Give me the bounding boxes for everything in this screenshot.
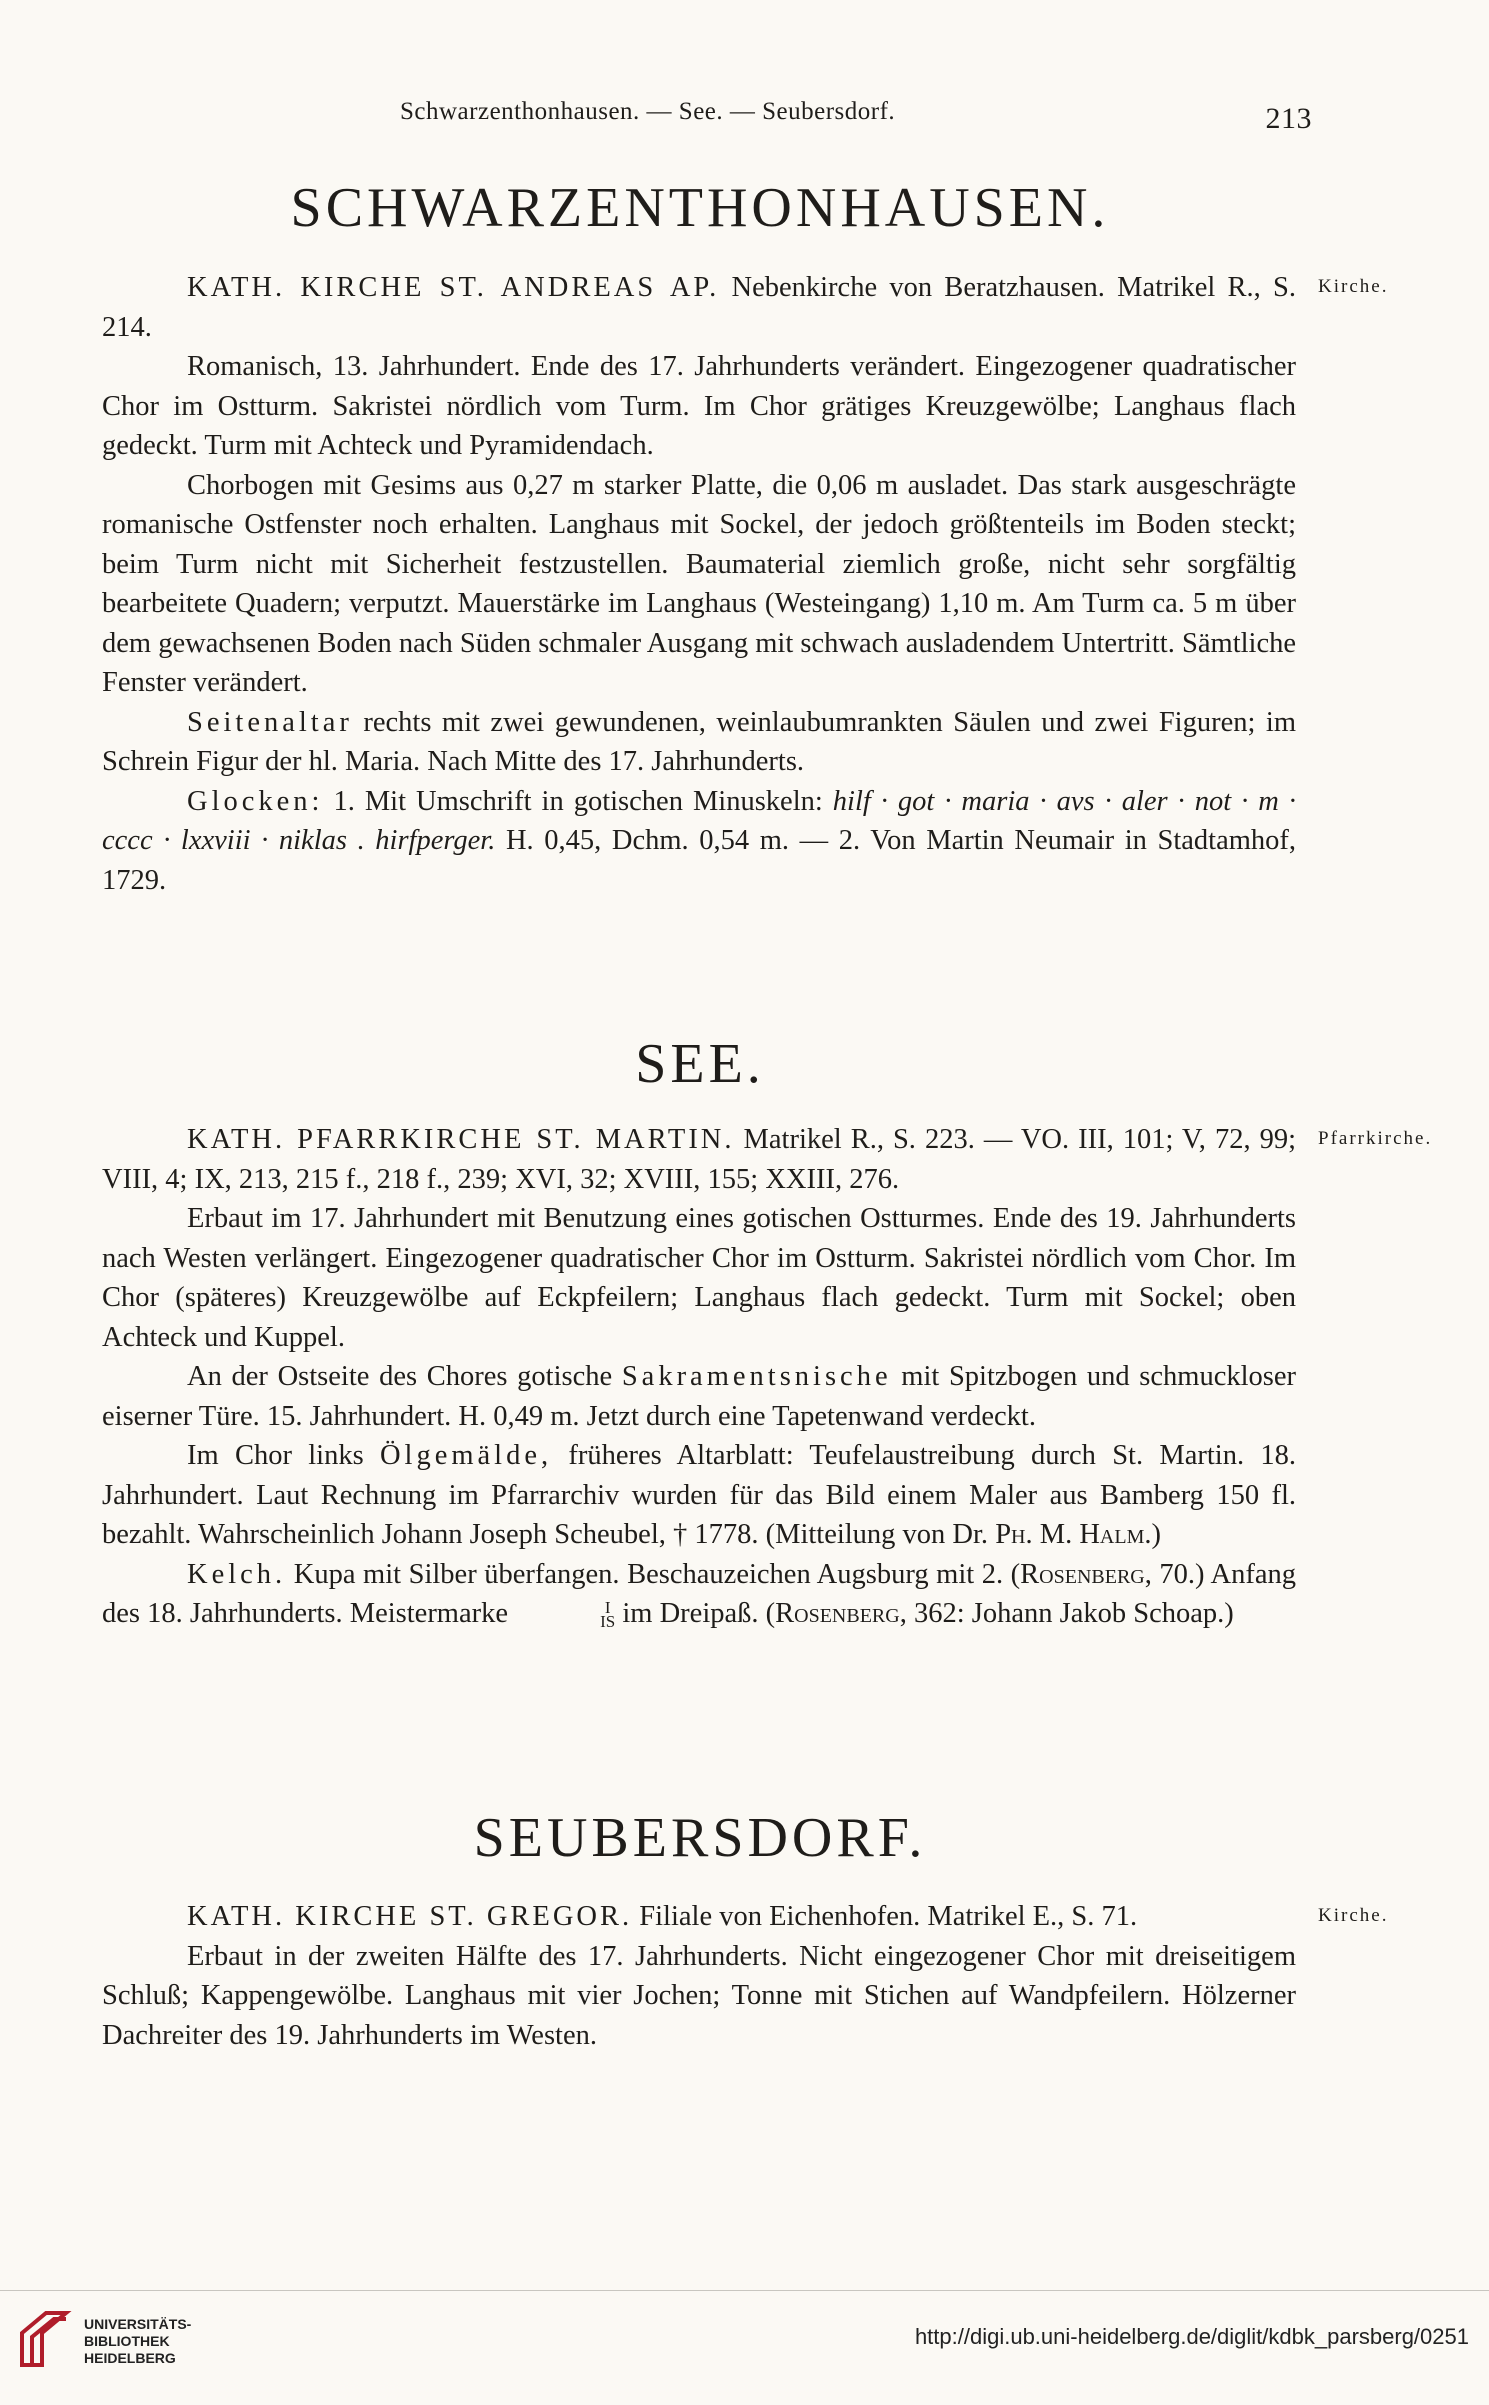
paragraph bbox=[102, 1357, 1296, 1436]
paragraph: Chorbogen mit Gesims aus 0,27 m starker Platte, die 0,06 m ausladet. Das stark ausgeschrägte romanische Ostfenster noch erhalten. Langhaus mit Sockel, der jedoch größtenteils im Boden steckt; beim Turm nicht mit Sicherheit festzustellen. Baumaterial ziemlich große, nicht sehr sorgfältig bearbeitete Quadern; verputzt. Mauerstärke im Langhaus (Westeingang) 1,10 m. Am Turm ca. 5 m über dem gewachsenen Boden nach Süden schmaler Ausgang mit schwach ausladendem Untertritt. Sämtliche Fenster verändert. bbox=[102, 469, 1296, 698]
paragraph: Romanisch, 13. Jahrhundert. Ende des 17. Jahrhunderts verändert. Eingezogener quadratischer Chor im Ostturm. Sakristei nördlich vom Turm. Im Chor grätiges Kreuzgewölbe; Langhaus flach gedeckt. Turm mit Achteck und Pyramidendach. bbox=[102, 351, 1296, 461]
library-line: HEIDELBERG bbox=[84, 2350, 176, 2366]
section-body-schwarzenthonhausen bbox=[102, 268, 1296, 900]
margin-note-kirche: Kirche. bbox=[1318, 1905, 1389, 1926]
paragraph-text: H. 0,45, Dchm. 0,54 m. — 2. Von Martin Neumair in Stadtamhof, 1729. bbox=[102, 825, 1296, 896]
paragraph bbox=[102, 1897, 1296, 1937]
library-name bbox=[84, 2316, 191, 2367]
master-mark bbox=[515, 1598, 616, 1632]
author-name: Ph. M. Halm. bbox=[995, 1519, 1152, 1550]
section-body-see bbox=[102, 1120, 1296, 1634]
paragraph bbox=[102, 1436, 1296, 1555]
church-heading: KATH. KIRCHE ST. GREGOR. bbox=[187, 1901, 633, 1932]
library-logo-icon bbox=[16, 2305, 72, 2371]
paragraph bbox=[102, 1555, 1296, 1634]
library-line: UNIVERSITÄTS- bbox=[84, 2316, 192, 2332]
paragraph-text: Nebenkirche von Beratzhausen. Matrikel R., S. 214. bbox=[102, 272, 1297, 343]
paragraph-text: Im Chor links bbox=[187, 1440, 380, 1471]
paragraph-text: Matrikel R., S. 223. — VO. III, 101; V, 72, 99; VIII, 4; IX, 213, 215 f., 218 f., 239; XVI, 32; XVIII, 155; XXIII, 276. bbox=[102, 1124, 1296, 1195]
source-url-link[interactable]: http://digi.ub.uni-heidelberg.de/diglit/kdbk_parsberg/0251 bbox=[914, 2324, 1469, 2349]
paragraph-text: Filiale von Eichenhofen. Matrikel E., S. 71. bbox=[632, 1901, 1138, 1932]
paragraph-text: 362: Johann Jakob Schoap.) bbox=[906, 1598, 1234, 1629]
author-name: Rosenberg, bbox=[1020, 1558, 1152, 1590]
section-body-seubersdorf bbox=[102, 1897, 1296, 2055]
bell-inscription: hilf · got · maria · avs · aler · not · m · cccc · lxxviii · niklas . hirfperger. bbox=[102, 785, 1296, 856]
paragraph: Erbaut im 17. Jahrhundert mit Benutzung eines gotischen Ostturmes. Ende des 19. Jahrhunderts nach Westen verlängert. Eingezogener quadratischer Chor im Ostturm. Sakristei nördlich vom Chor. Im Chor (späteres) Kreuzgewölbe auf Eckpfeilern; Langhaus flach gedeckt. Turm mit Sockel; oben Achteck und Kuppel. bbox=[102, 1203, 1296, 1353]
paragraph-text: rechts mit zwei gewundenen, weinlaubumrankten Säulen und zwei Figuren; im Schrein Figur der hl. Maria. Nach Mitte des 17. Jahrhunderts. bbox=[102, 706, 1296, 777]
master-mark-bottom: IS bbox=[600, 1612, 616, 1632]
paragraph-text: mit Spitzbogen und schmuckloser eiserner Türe. 15. Jahrhundert. H. 0,49 m. Jetzt durch eine Tapetenwand verdeckt. bbox=[102, 1361, 1296, 1432]
church-heading: KATH. PFARRKIRCHE ST. MARTIN. bbox=[187, 1124, 735, 1155]
author-name: Rosenberg, bbox=[775, 1598, 907, 1629]
running-title: Schwarzenthonhausen. — See. — Seubersdorf. bbox=[400, 98, 896, 125]
paragraph bbox=[102, 782, 1296, 901]
paragraph bbox=[102, 1120, 1296, 1199]
paragraph-text: früheres Altarblatt: Teufelaustreibung durch St. Martin. 18. Jahrhundert. Laut Rechnung im Pfarrarchiv wurden für das Bild einem Maler aus Bamberg 150 fl. bezahlt. Wahrscheinlich Johann Joseph Scheubel, † 1778. (Mitteilung von Dr. bbox=[102, 1440, 1296, 1550]
page-number: 213 bbox=[1265, 102, 1312, 135]
paragraph-text: 1. Mit Umschrift in gotischen Minuskeln: bbox=[323, 785, 833, 817]
footer-divider bbox=[0, 2290, 1489, 2291]
library-line: BIBLIOTHEK bbox=[84, 2333, 170, 2349]
section-title-seubersdorf: SEUBERSDORF. bbox=[473, 1807, 927, 1869]
margin-note-pfarrkirche: Pfarrkirche. bbox=[1318, 1128, 1433, 1149]
spaced-term: Glocken: bbox=[187, 785, 324, 817]
section-title-schwarzenthonhausen: SCHWARZENTHONHAUSEN. bbox=[290, 177, 1110, 239]
spaced-term: Ölgemälde, bbox=[379, 1440, 553, 1471]
margin-note-kirche: Kirche. bbox=[1318, 276, 1389, 297]
spaced-term: Seitenaltar bbox=[187, 706, 353, 738]
paragraph-text: Kupa mit Silber überfangen. Beschauzeichen Augsburg mit 2. ( bbox=[286, 1558, 1021, 1590]
section-title-see: SEE. bbox=[635, 1033, 765, 1095]
church-heading: KATH. KIRCHE ST. ANDREAS AP. bbox=[187, 272, 720, 303]
paragraph-text: im Dreipaß. ( bbox=[615, 1598, 776, 1629]
paragraph bbox=[102, 268, 1296, 347]
paragraph-text: ) bbox=[1151, 1519, 1161, 1550]
spaced-term: Kelch. bbox=[187, 1558, 287, 1590]
master-mark-top: I bbox=[604, 1598, 611, 1618]
paragraph bbox=[102, 703, 1296, 782]
paragraph-text: An der Ostseite des Chores gotische bbox=[187, 1361, 622, 1392]
paragraph-text: 70.) Anfang des 18. Jahrhunderts. Meistermarke bbox=[102, 1558, 1297, 1629]
paragraph: Erbaut in der zweiten Hälfte des 17. Jahrhunderts. Nicht eingezogener Chor mit dreiseitigem Schluß; Kappengewölbe. Langhaus mit vier Jochen; Tonne mit Stichen auf Wandpfeilern. Hölzerner Dachreiter des 19. Jahrhunderts im Westen. bbox=[102, 1940, 1296, 2051]
spaced-term: Sakramentsnische bbox=[621, 1361, 892, 1392]
